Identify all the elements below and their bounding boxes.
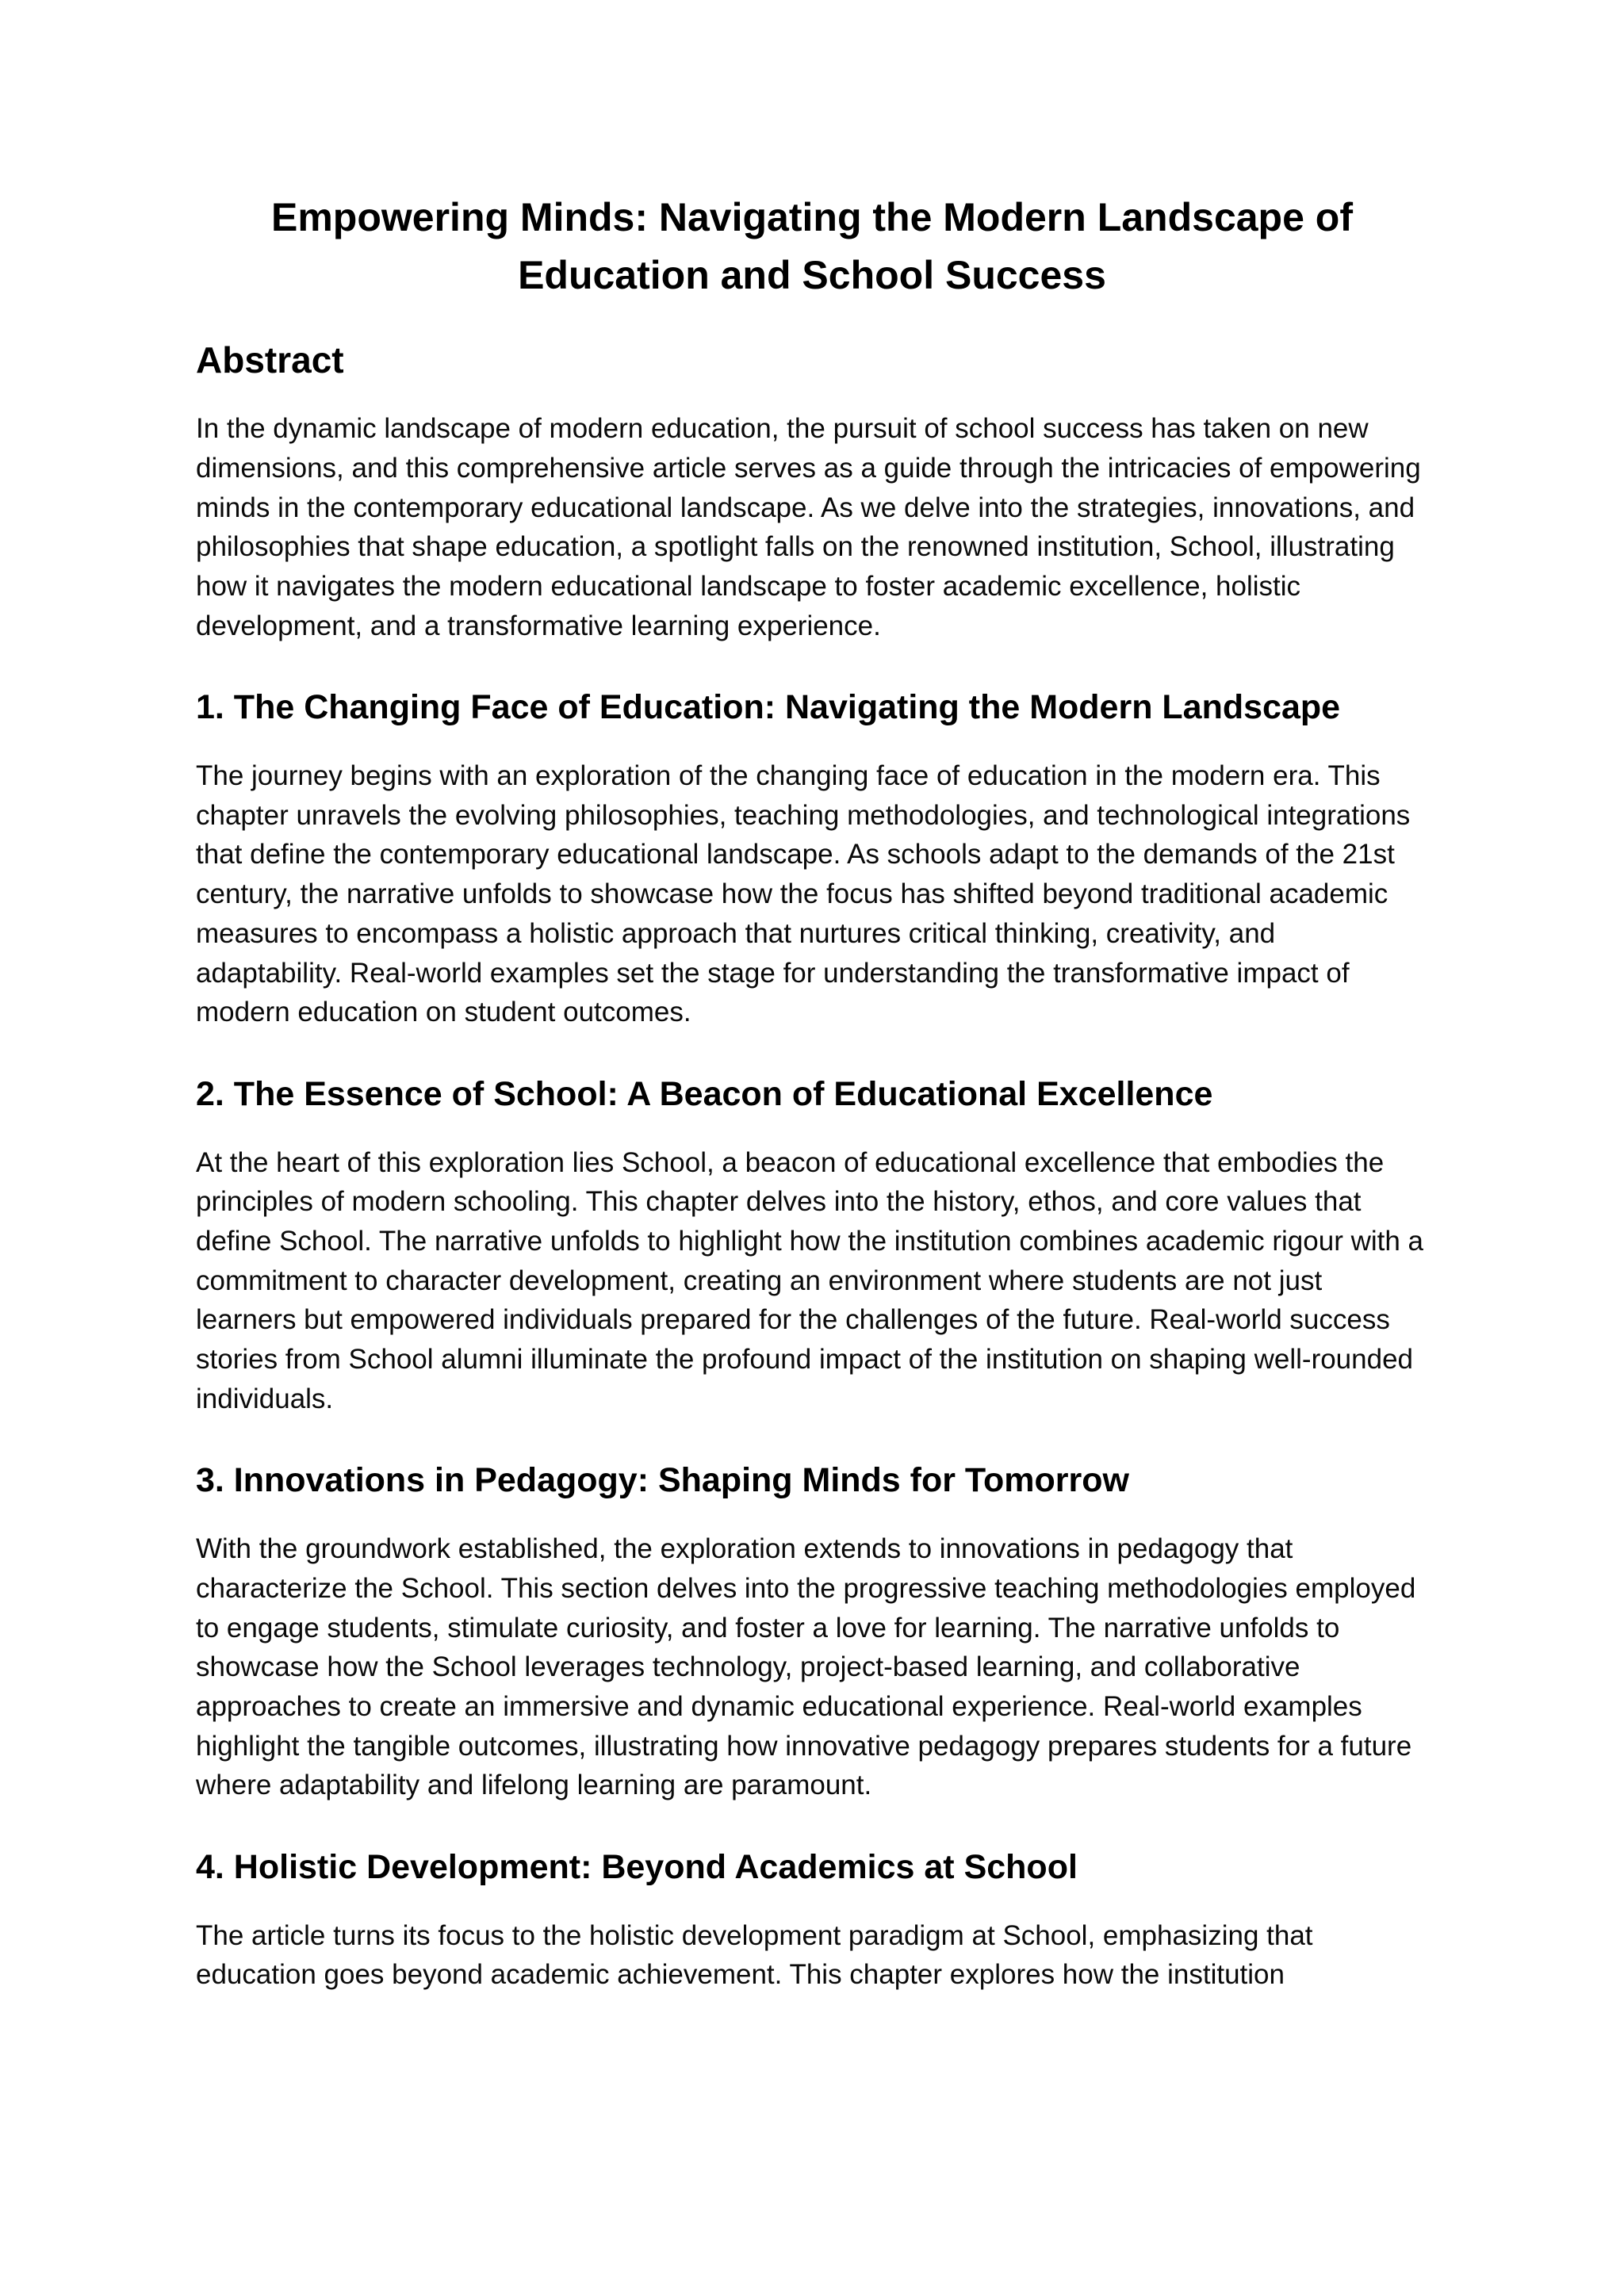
abstract-paragraph: In the dynamic landscape of modern education, the pursuit of school success has taken on new dimensions, and this comprehensive article serves as a guide through the intricacies of empowering minds in the contemporary educational landscape. As we delve into the strategies, innovations, and philosophies that shape education, a spotlight falls on the renowned institution, School, illustrating how it navigates the modern educational landscape to foster academic excellence, holistic development, and a transformative learning experience. — [196, 413, 1421, 641]
section-heading-4: 4. Holistic Development: Beyond Academics at School — [196, 1848, 1078, 1886]
section-heading-1: 1. The Changing Face of Education: Navigating the Modern Landscape — [196, 688, 1341, 727]
section-paragraph-2: At the heart of this exploration lies School, a beacon of educational excellence that embodies the principles of modern schooling. This chapter delves into the history, ethos, and core values that define School. The narrative unfolds to highlight how the institution combines academic rigour with a commitment to character development, creating an environment where students are not just learners but empowered individuals prepared for the challenges of the future. Real-world success stories from School alumni illuminate the profound impact of the institution on shaping well-rounded individuals. — [196, 1146, 1424, 1414]
section-heading-2: 2. The Essence of School: A Beacon of Educational Excellence — [196, 1074, 1213, 1113]
section-paragraph-1: The journey begins with an exploration of the changing face of education in the modern era. This chapter unravels the evolving philosophies, teaching methodologies, and technological integrations that define the contemporary educational landscape. As schools adapt to the demands of the 21st century, the narrative unfolds to showcase how the focus has shifted beyond traditional academic measures to encompass a holistic approach that nurtures critical thinking, creativity, and adaptability. Real-world examples set the stage for understanding the transformative impact of modern education on student outcomes. — [196, 760, 1411, 1028]
section-paragraph-3: With the groundwork established, the exploration extends to innovations in pedagogy that characterize the School. This section delves into the progressive teaching methodologies employed to engage students, stimulate curiosity, and foster a love for learning. The narrative unfolds to showcase how the School leverages technology, project-based learning, and collaborative approaches to create an immersive and dynamic educational experience. Real-world examples highlight the tangible outcomes, illustrating how innovative pedagogy prepares students for a future where adaptability and lifelong learning are paramount. — [196, 1533, 1416, 1801]
section-heading-3: 3. Innovations in Pedagogy: Shaping Minds for Tomorrow — [196, 1461, 1129, 1500]
section-paragraph-4: The article turns its focus to the holistic development paradigm at School, emphasizing that education goes beyond academic achievement. This chapter explores how the institution — [196, 1919, 1313, 1991]
abstract-heading: Abstract — [196, 339, 344, 381]
document-title: Empowering Minds: Navigating the Modern Landscape of Education and School Success — [271, 195, 1353, 297]
